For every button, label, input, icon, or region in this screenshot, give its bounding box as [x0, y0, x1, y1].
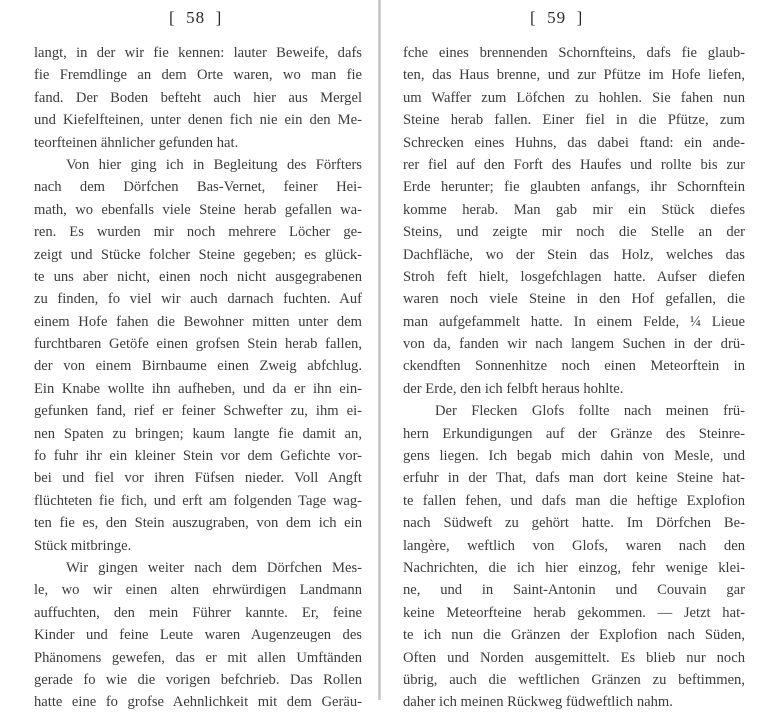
- right-page: [381, 0, 765, 711]
- text-line: Schrecken eines Huhns, das dabei ftand: ein ande-: [403, 134, 745, 151]
- text-line: von da, fanden wir nach langem Suchen in der drü-: [403, 336, 745, 353]
- text-line: Steins, und zeigte mir noch die Stelle an der: [403, 224, 745, 241]
- text-line: Ein Knabe wollte ihn aufheben, und da er ihn ein-: [34, 380, 362, 397]
- text-line: der Erde, den ich felbft heraus hohlte.: [403, 380, 624, 397]
- text-line: nach Südweft zu gehört hatte. Im Dörfchen Be-: [403, 515, 745, 532]
- text-line: waren noch viele Steine in den Hof gefallen, die: [403, 291, 745, 308]
- paragraph-start-line: Der Flecken Glofs follte nach meinen frü-: [435, 403, 745, 420]
- text-line: nen Spaten zu bringen; kaum langte fie damit an,: [34, 425, 362, 442]
- text-line: fie Fremdlinge an dem Orte waren, wo man fie: [34, 67, 362, 84]
- text-line: te uns aber nicht, einen noch nicht ausgegrabenen: [34, 268, 362, 285]
- text-line: Phänomens gewefen, das er mit allen Umftänden: [34, 649, 362, 666]
- left-page: [0, 0, 378, 711]
- text-line: math, wo ebenfalls viele Steine herab gefallen wa-: [34, 201, 362, 218]
- text-line: einem Hofe fahen die Bewohner mitten unter dem: [34, 313, 362, 330]
- text-line: daher ich meinen Rückweg füdweftlich nahm.: [403, 694, 673, 711]
- text-line: langère, weftlich von Glofs, waren nach den: [403, 537, 745, 554]
- text-line: hern Erkundigungen auf der Gränze des Steinre-: [403, 425, 745, 442]
- text-line: ten, das Haus brenne, und zur Pfütze im Hofe liefen,: [403, 67, 745, 84]
- text-line: gens liegen. Ich begab mich dahin von Mesle, und: [403, 448, 745, 465]
- text-line: Stück mitbringe.: [34, 537, 132, 554]
- text-line: keine Meteorfteine herab gekommen. — Jetzt hat-: [403, 604, 745, 621]
- text-line: ckendften Sonnenhitze noch einen Meteorftein in: [403, 358, 745, 375]
- text-line: flüchteten fie fich, und erft am folgenden Tage wag-: [34, 492, 362, 509]
- text-line: Kinder und feine Leute waren Augenzeugen des: [34, 627, 362, 644]
- text-line: Dachfläche, wo der Stein das Holz, welches das: [403, 246, 745, 263]
- page-number: [ 58 ]: [169, 8, 223, 27]
- text-line: Stroh feft hielt, losgefchlagen hatte. Aufser diefen: [403, 268, 745, 285]
- text-line: fche eines brennenden Schornfteins, dafs fie glaub-: [403, 45, 745, 61]
- text-line: ne, und in Saint-Antonin und Couvain gar: [403, 582, 745, 599]
- text-line: ten fie es, den Stein auszugraben, von dem ich ein: [34, 515, 362, 532]
- page-text: [403, 42, 745, 714]
- text-line: auffuchten, den mein Führer kannte. Er, feine: [34, 604, 362, 621]
- text-line: hatte eine fo grofse Aehnlichkeit mit dem Geräu-: [34, 694, 362, 711]
- page-text: [34, 42, 362, 714]
- text-line: gerade fo wie die vorigen befchrieb. Das Rollen: [34, 671, 362, 688]
- text-line: ren. Es wurden mir noch mehrere Löcher ge-: [34, 224, 362, 241]
- text-line: Nachrichten, die ich hier einzog, fehr wenige klei-: [403, 559, 745, 576]
- text-line: der von einem Birnbaume einen Zweig abfchlug.: [34, 358, 362, 375]
- text-line: te ich nun die Gränzen der Explofion nach Süden,: [403, 627, 745, 644]
- text-line: zu finden, fo viel wir auch darnach fuchten. Auf: [34, 291, 362, 308]
- text-line: um Waffer zum Löfchen zu hohlen. Sie fahen nun: [403, 89, 745, 106]
- text-line: bei und fiel vor ihren Füfsen nieder. Voll Angft: [34, 470, 362, 487]
- text-line: fo fuhr ihr ein kleiner Stein vor dem Gefichte vor-: [34, 448, 362, 465]
- text-line: und Kiefelfteinen, unter denen fich nie ein den Me-: [34, 112, 362, 129]
- page-number: [ 59 ]: [530, 8, 584, 27]
- text-line: nach dem Dörfchen Bas-Vernet, feiner Hei-: [34, 179, 362, 196]
- text-line: man aufgefammelt hatte. In einem Felde, ¼ Lieue: [403, 313, 745, 330]
- text-line: übrig, auch die weftlichen Gränzen zu beftimmen,: [403, 671, 745, 688]
- text-line: Steine herab fallen. Einer fiel in die Pfütze, zum: [403, 112, 745, 129]
- text-line: teorfteinen ähnlicher gefunden hat.: [34, 134, 239, 151]
- text-line: langt, in der wir fie kennen: lauter Beweife, dafs: [34, 45, 362, 61]
- text-line: zeigt und Stücke folcher Steine gegeben; es glück-: [34, 246, 362, 263]
- paragraph-start-line: Von hier ging ich in Begleitung des Förfters: [66, 156, 362, 173]
- paragraph-start-line: Wir gingen weiter nach dem Dörfchen Mes-: [66, 559, 362, 576]
- text-line: furchtbaren Getöfe einen grofsen Stein herab fallen,: [34, 336, 362, 353]
- text-line: fand. Der Boden befteht auch hier aus Mergel: [34, 89, 362, 106]
- text-line: gefunken fand, rief er feiner Schwefter zu, ihm ei-: [34, 403, 362, 420]
- text-line: Often und Norden ausgemittelt. Es blieb nur noch: [403, 649, 745, 666]
- text-line: Erde herunter; fie glaubten anfangs, ihr Schornftein: [403, 179, 745, 196]
- text-line: erfuhr in der That, dafs man dort keine Steine hat-: [403, 470, 745, 487]
- text-line: komme herab. Man gab mir ein Stück diefes: [403, 201, 745, 218]
- text-line: rer fiel auf den Forft des Haufes und rollte bis zur: [403, 156, 745, 173]
- text-line: te fallen fehen, und dafs man die heftige Explofion: [403, 492, 745, 509]
- text-line: le, wo wir einen alten ehrwürdigen Landmann: [34, 582, 362, 599]
